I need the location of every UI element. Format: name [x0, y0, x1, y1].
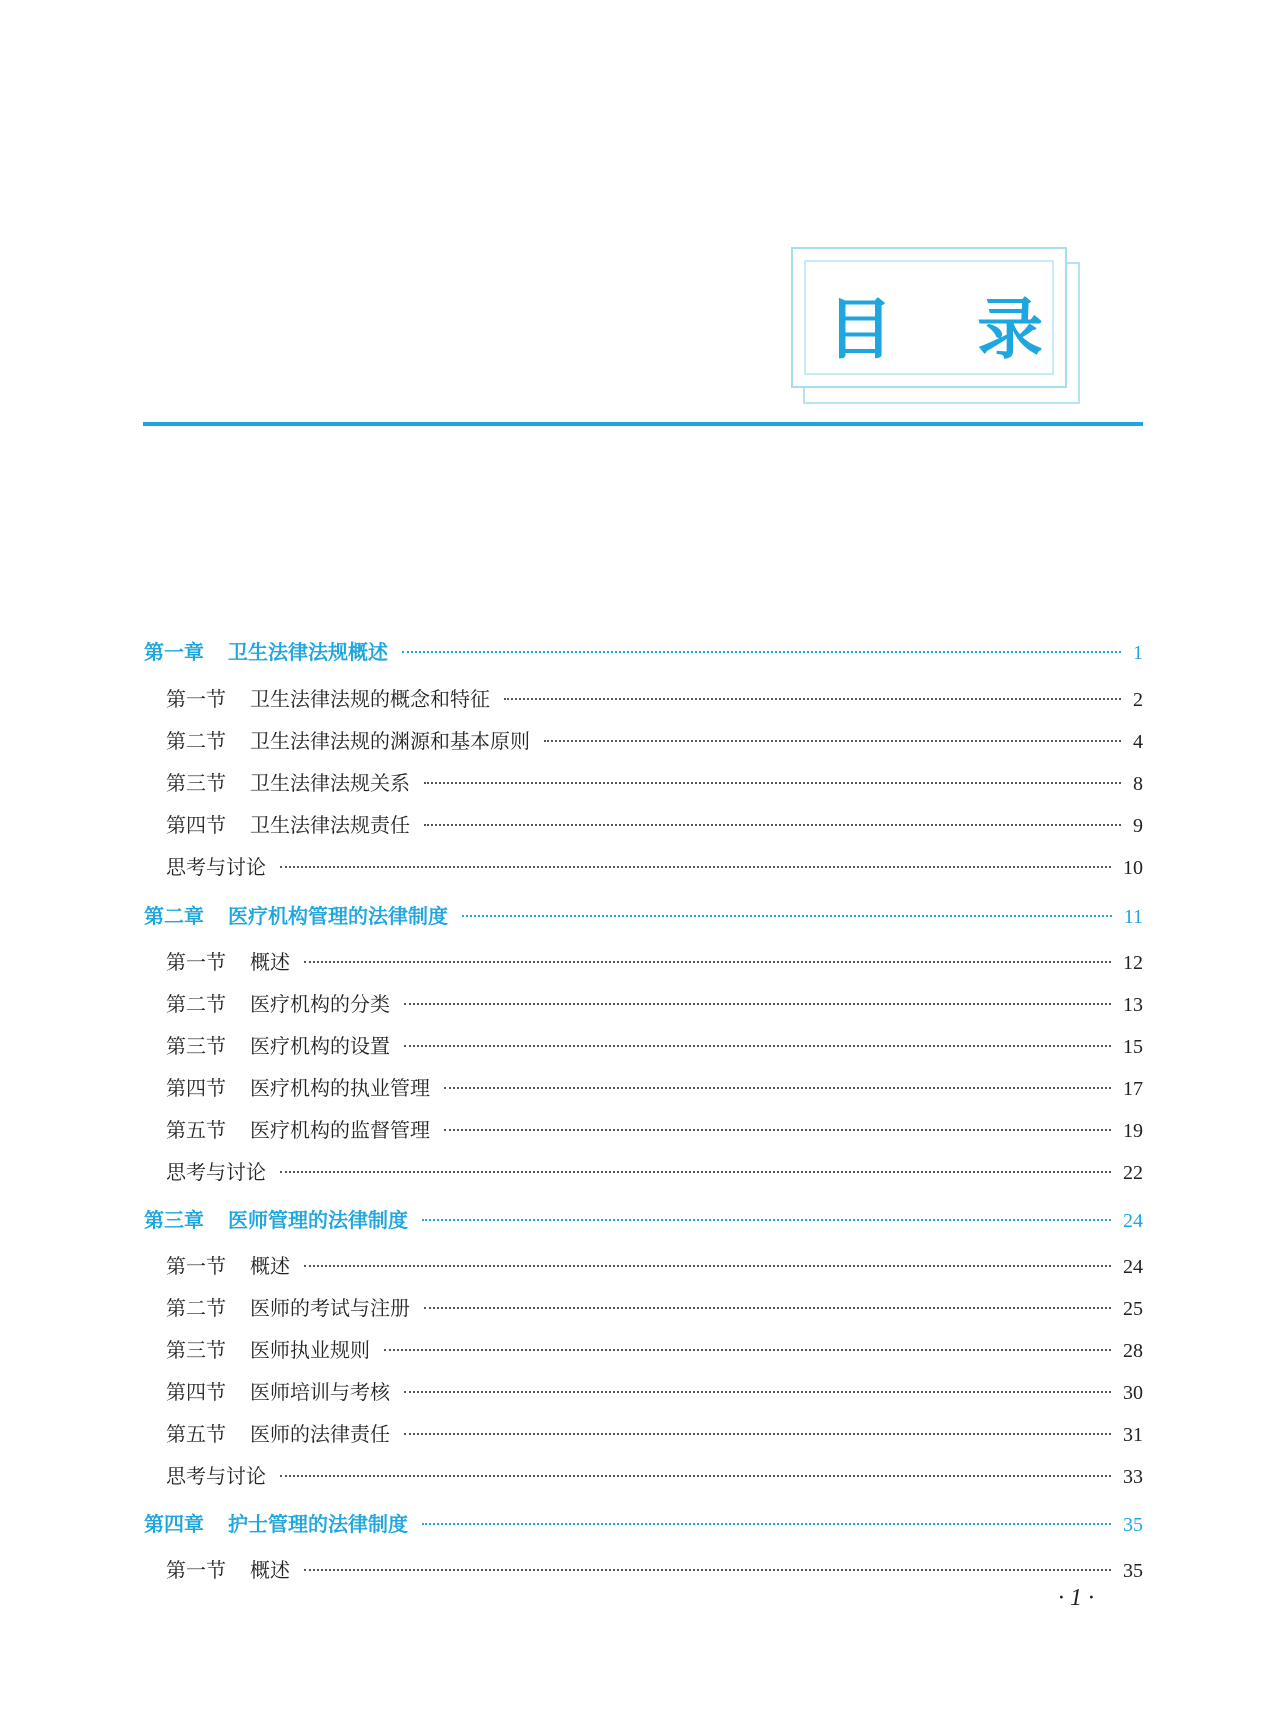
toc-entry-number: 第四章 [144, 1512, 204, 1536]
toc-entry-title: 概述 [250, 950, 290, 974]
toc-entry-title: 概述 [250, 1254, 290, 1278]
toc-page-number: 9 [1133, 815, 1143, 837]
toc-dot-leader [424, 782, 1121, 784]
toc-entry-number: 第一章 [144, 640, 204, 664]
toc-page-number: 24 [1123, 1210, 1143, 1232]
toc-entry-number: 第三节 [166, 1034, 226, 1058]
toc-dot-leader [444, 1087, 1111, 1089]
toc-entry-title: 卫生法律法规责任 [250, 813, 410, 837]
page-title-char-2: 录 [977, 290, 1043, 368]
toc-entry-number: 第二章 [144, 904, 204, 928]
page-title [815, 278, 1055, 368]
toc-page-number: 13 [1123, 994, 1143, 1016]
toc-entry-title: 医疗机构管理的法律制度 [228, 904, 448, 928]
toc-page-number: 15 [1123, 1036, 1143, 1058]
toc-entry-number: 第三章 [144, 1208, 204, 1232]
toc-page-number: 28 [1123, 1340, 1143, 1362]
toc-section-entry[interactable] [166, 1418, 1143, 1448]
toc-entry-number: 第一节 [166, 687, 226, 711]
toc-section-entry[interactable] [166, 1460, 1143, 1490]
toc-page-number: 4 [1133, 731, 1143, 753]
toc-section-entry[interactable] [166, 851, 1143, 881]
toc-dot-leader [462, 915, 1112, 917]
toc-page-number: 35 [1123, 1560, 1143, 1582]
toc-page-number: 11 [1123, 906, 1143, 928]
toc-dot-leader [304, 961, 1111, 963]
toc-section-entry[interactable] [166, 1250, 1143, 1280]
toc-entry-title: 卫生法律法规概述 [228, 640, 388, 664]
toc-dot-leader [304, 1265, 1111, 1267]
toc-entry-number: 第一节 [166, 950, 226, 974]
toc-entry-number: 第五节 [166, 1422, 226, 1446]
toc-dot-leader [444, 1129, 1111, 1131]
toc-dot-leader [404, 1433, 1111, 1435]
toc-page-number: 31 [1123, 1424, 1143, 1446]
toc-section-entry[interactable] [166, 809, 1143, 839]
toc-entry-title: 医疗机构的监督管理 [250, 1118, 430, 1142]
toc-dot-leader [424, 824, 1121, 826]
toc-dot-leader [422, 1523, 1111, 1525]
toc-entry-title: 思考与讨论 [166, 855, 266, 879]
toc-dot-leader [404, 1045, 1111, 1047]
toc-chapter-entry[interactable] [144, 900, 1143, 930]
toc-entry-number: 第二节 [166, 992, 226, 1016]
toc-chapter-entry[interactable] [144, 636, 1143, 666]
toc-chapter-entry[interactable] [144, 1508, 1143, 1538]
toc-dot-leader [304, 1569, 1111, 1571]
toc-entry-title: 护士管理的法律制度 [228, 1512, 408, 1536]
toc-page-number: 8 [1133, 773, 1143, 795]
toc-dot-leader [404, 1003, 1111, 1005]
toc-page-number: 30 [1123, 1382, 1143, 1404]
toc-page-number: 25 [1123, 1298, 1143, 1320]
toc-entry-title: 概述 [250, 1558, 290, 1582]
toc-entry-number: 第三节 [166, 1338, 226, 1362]
toc-entry-number: 第二节 [166, 1296, 226, 1320]
toc-entry-number: 第三节 [166, 771, 226, 795]
toc-entry-number: 第四节 [166, 813, 226, 837]
toc-entry-title: 思考与讨论 [166, 1160, 266, 1184]
toc-page-number: 22 [1123, 1162, 1143, 1184]
toc-section-entry[interactable] [166, 1156, 1143, 1186]
toc-entry-number: 第一节 [166, 1558, 226, 1582]
toc-entry-number: 第五节 [166, 1118, 226, 1142]
toc-page-number: 10 [1123, 857, 1143, 879]
toc-page-number: 24 [1123, 1256, 1143, 1278]
toc-entry-title: 卫生法律法规关系 [250, 771, 410, 795]
toc-entry-title: 医师管理的法律制度 [228, 1208, 408, 1232]
toc-section-entry[interactable] [166, 1334, 1143, 1364]
toc-section-entry[interactable] [166, 988, 1143, 1018]
toc-section-entry[interactable] [166, 1030, 1143, 1060]
toc-entry-title: 医疗机构的执业管理 [250, 1076, 430, 1100]
toc-entry-title: 医疗机构的设置 [250, 1034, 390, 1058]
toc-page-number: 17 [1123, 1078, 1143, 1100]
toc-entry-number: 第四节 [166, 1380, 226, 1404]
toc-dot-leader [280, 866, 1111, 868]
toc-dot-leader [402, 651, 1121, 653]
toc-dot-leader [504, 698, 1121, 700]
toc-chapter-entry[interactable] [144, 1204, 1143, 1234]
toc-page-number: 2 [1133, 689, 1143, 711]
toc-dot-leader [544, 740, 1121, 742]
toc-section-entry[interactable] [166, 767, 1143, 797]
toc-entry-title: 卫生法律法规的概念和特征 [250, 687, 490, 711]
toc-dot-leader [424, 1307, 1111, 1309]
toc-dot-leader [384, 1349, 1111, 1351]
toc-section-entry[interactable] [166, 1376, 1143, 1406]
toc-entry-number: 第二节 [166, 729, 226, 753]
toc-page-number: 12 [1123, 952, 1143, 974]
toc-section-entry[interactable] [166, 946, 1143, 976]
toc-entry-number: 第一节 [166, 1254, 226, 1278]
toc-entry-title: 思考与讨论 [166, 1464, 266, 1488]
page-folio: · 1 · [1058, 1585, 1094, 1611]
toc-entry-title: 医师培训与考核 [250, 1380, 390, 1404]
toc-dot-leader [422, 1219, 1111, 1221]
toc-section-entry[interactable] [166, 725, 1143, 755]
toc-entry-title: 医疗机构的分类 [250, 992, 390, 1016]
toc-entry-title: 医师的考试与注册 [250, 1296, 410, 1320]
page-title-char-1: 目 [827, 290, 893, 368]
toc-page-number: 33 [1123, 1466, 1143, 1488]
toc-section-entry[interactable] [166, 1072, 1143, 1102]
toc-page-number: 1 [1133, 642, 1143, 664]
toc-dot-leader [280, 1171, 1111, 1173]
toc-page-number: 19 [1123, 1120, 1143, 1142]
toc-section-entry[interactable] [166, 1554, 1143, 1584]
toc-section-entry[interactable] [166, 683, 1143, 713]
toc-section-entry[interactable] [166, 1292, 1143, 1322]
header-rule [143, 422, 1143, 426]
toc-entry-title: 医师的法律责任 [250, 1422, 390, 1446]
toc-section-entry[interactable] [166, 1114, 1143, 1144]
toc-entry-title: 卫生法律法规的渊源和基本原则 [250, 729, 530, 753]
toc-entry-number: 第四节 [166, 1076, 226, 1100]
toc-entry-title: 医师执业规则 [250, 1338, 370, 1362]
toc-dot-leader [280, 1475, 1111, 1477]
toc-dot-leader [404, 1391, 1111, 1393]
toc-page-number: 35 [1123, 1514, 1143, 1536]
